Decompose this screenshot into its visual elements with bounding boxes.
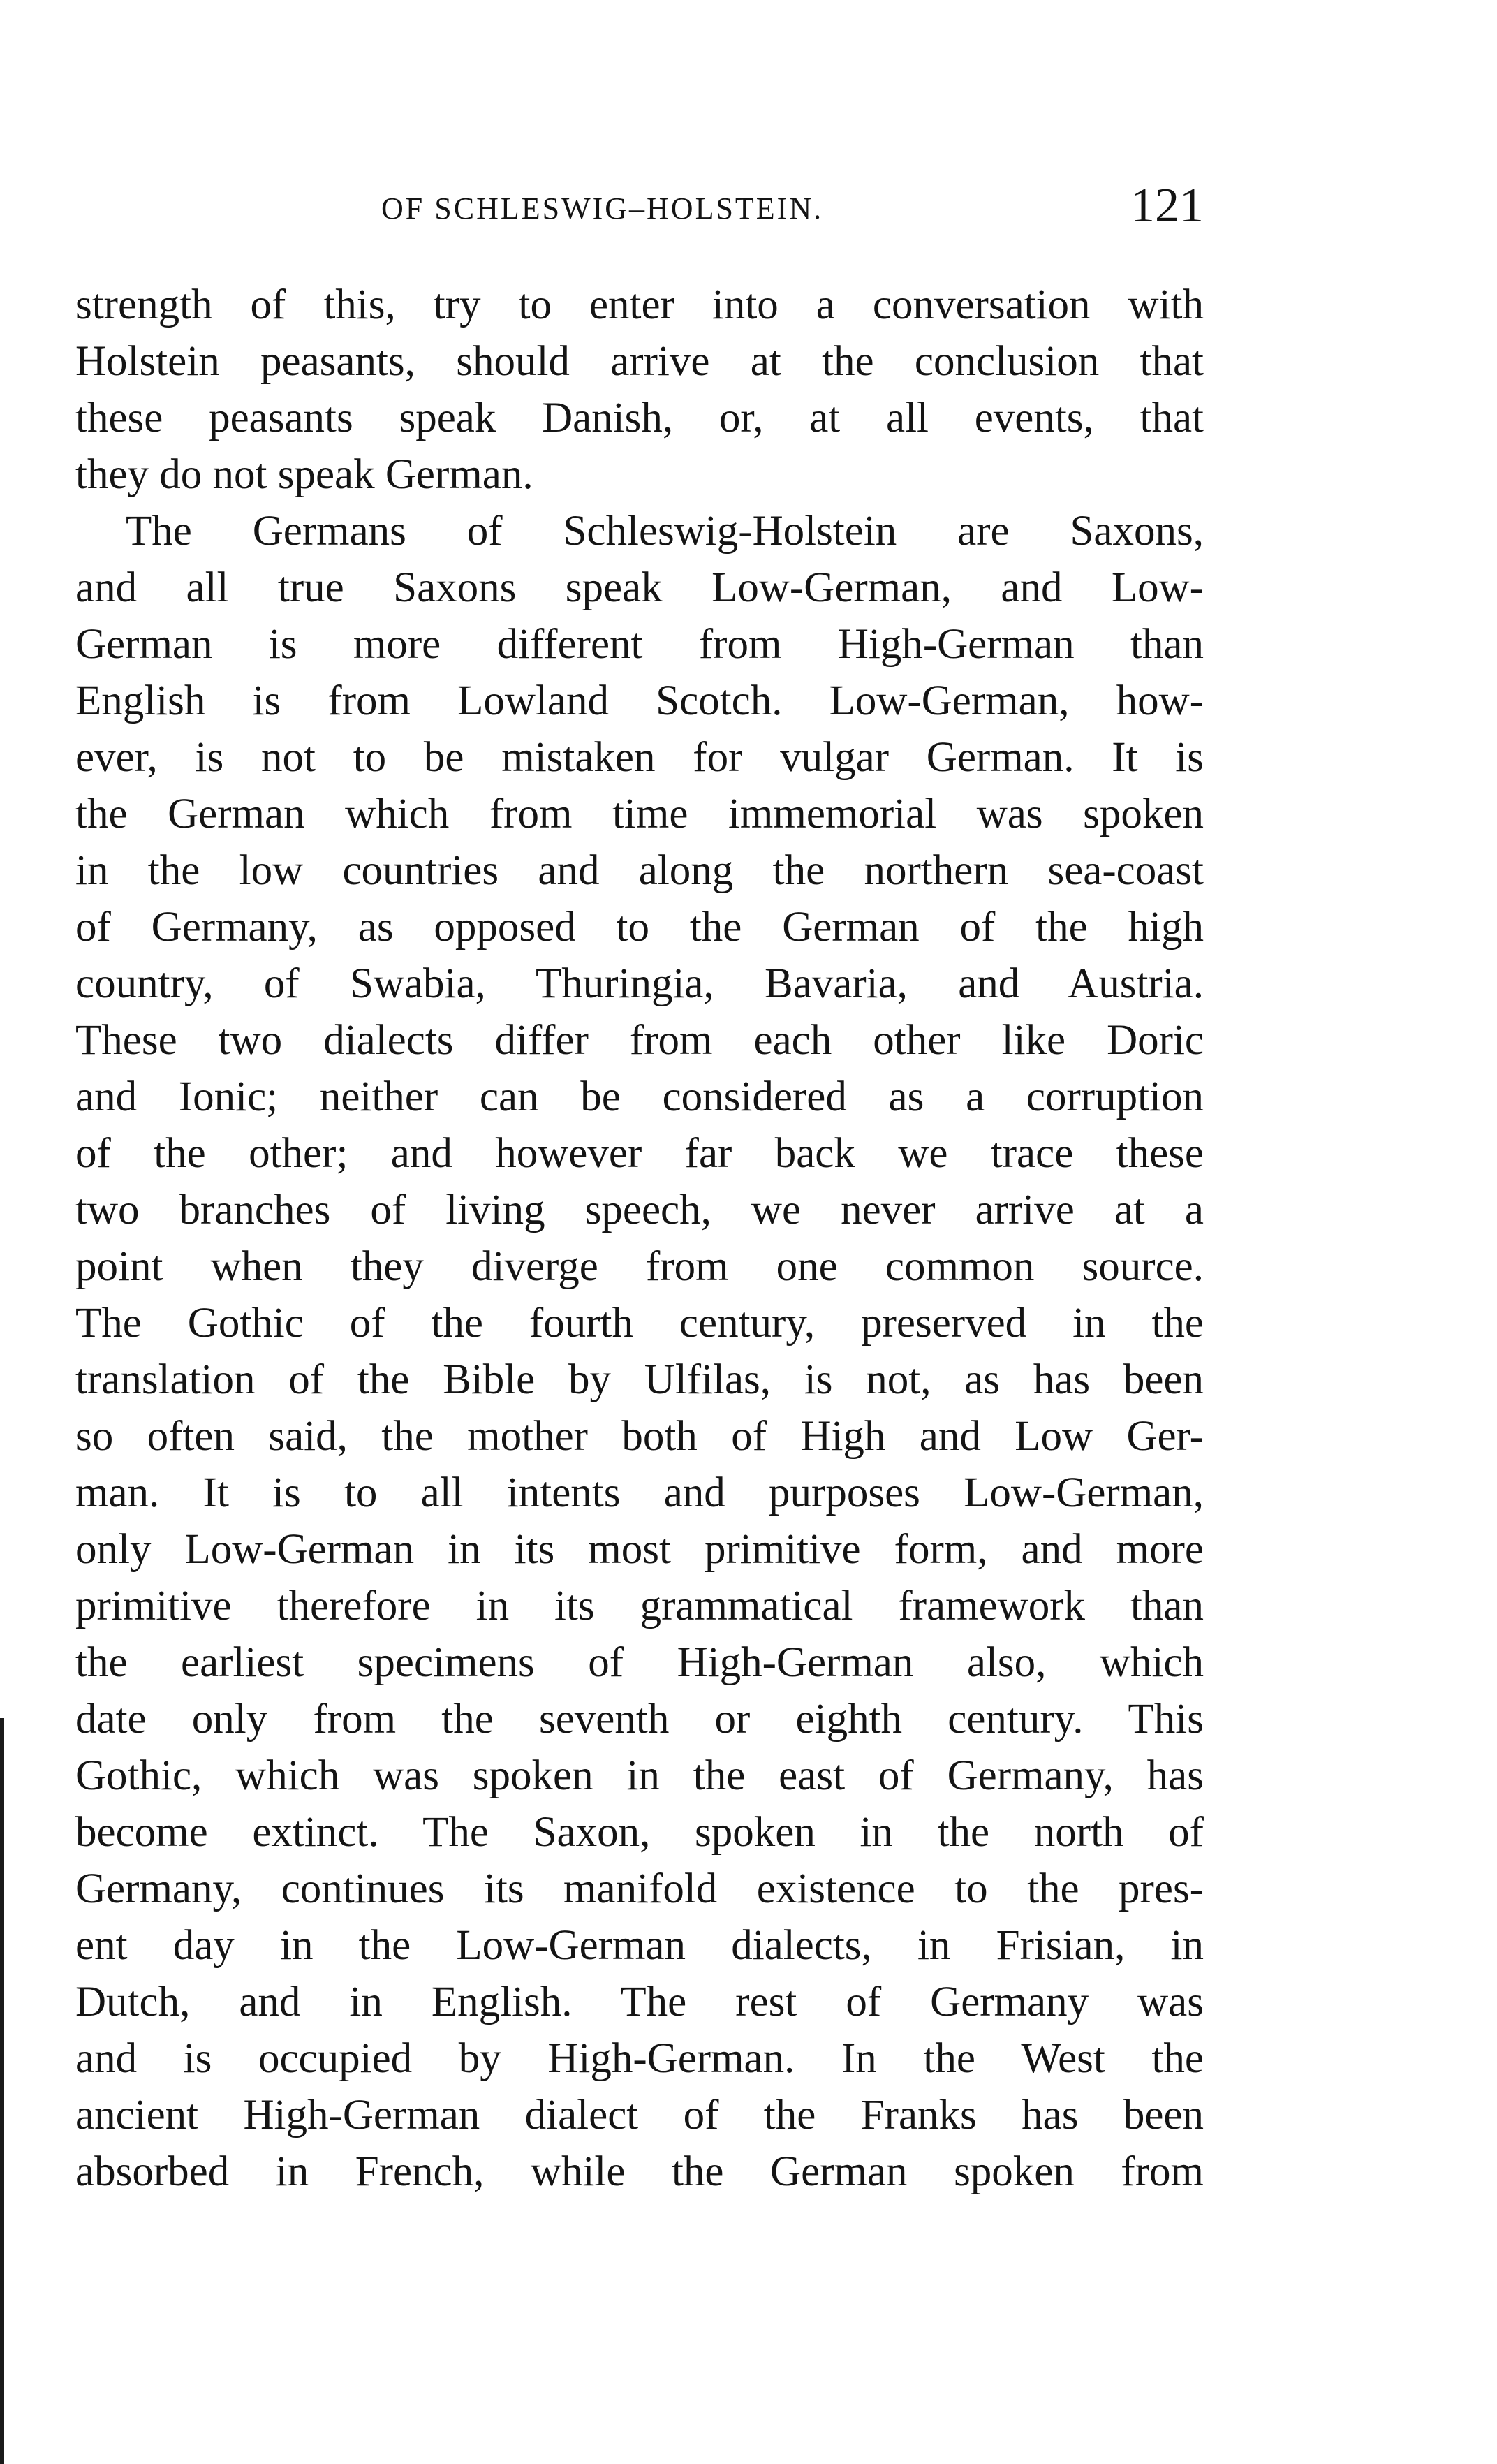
- text-line: country, of Swabia, Thuringia, Bavaria, and Austria.: [75, 960, 1204, 1007]
- text-line: man. It is to all intents and purposes Low-German,: [75, 1469, 1204, 1516]
- text-line: Germany, continues its manifold existence to the pres-: [75, 1865, 1204, 1912]
- text-line: in the low countries and along the northern sea-coast: [75, 847, 1204, 894]
- text-line: strength of this, try to enter into a conversation with: [75, 281, 1204, 328]
- text-line: only Low-German in its most primitive form, and more: [75, 1526, 1204, 1573]
- body-text: [75, 277, 1204, 2200]
- text-line: ancient High-German dialect of the Franks has been: [75, 2092, 1204, 2139]
- text-line: absorbed in French, while the German spoken from: [75, 2148, 1204, 2195]
- text-line: ever, is not to be mistaken for vulgar German. It is: [75, 734, 1204, 781]
- text-line: and Ionic; neither can be considered as a corruption: [75, 1073, 1204, 1120]
- page-number: 121: [1130, 179, 1204, 233]
- text-line: they do not speak German.: [75, 451, 533, 498]
- text-line: of Germany, as opposed to the German of the high: [75, 904, 1204, 951]
- text-line: translation of the Bible by Ulfilas, is not, as has been: [75, 1356, 1204, 1403]
- text-line: primitive therefore in its grammatical framework than: [75, 1583, 1204, 1629]
- text-line: English is from Lowland Scotch. Low-German, how-: [75, 677, 1204, 724]
- text-line: date only from the seventh or eighth century. This: [75, 1696, 1204, 1743]
- text-line: The Gothic of the fourth century, preserved in the: [75, 1300, 1204, 1347]
- text-line: so often said, the mother both of High and Low Ger-: [75, 1413, 1204, 1460]
- text-line: Gothic, which was spoken in the east of Germany, has: [75, 1752, 1204, 1799]
- text-line: these peasants speak Danish, or, at all events, that: [75, 395, 1204, 441]
- text-line: become extinct. The Saxon, spoken in the north of: [75, 1809, 1204, 1856]
- page-edge-shadow: [0, 1718, 4, 2464]
- text-line: German is more different from High-German than: [75, 621, 1204, 668]
- text-line: the German which from time immemorial was spoken: [75, 791, 1204, 837]
- text-line: point when they diverge from one common source.: [75, 1243, 1204, 1290]
- text-line: Dutch, and in English. The rest of Germany was: [75, 1979, 1204, 2025]
- text-line: two branches of living speech, we never arrive at a: [75, 1187, 1204, 1233]
- text-line: Holstein peasants, should arrive at the conclusion that: [75, 338, 1204, 385]
- text-line: the earliest specimens of High-German also, which: [75, 1639, 1204, 1686]
- text-line: These two dialects differ from each other like Doric: [75, 1017, 1204, 1064]
- text-line: and is occupied by High-German. In the West the: [75, 2035, 1204, 2082]
- page-header: [75, 178, 1204, 234]
- running-title: OF SCHLESWIG–HOLSTEIN.: [381, 191, 824, 226]
- text-line: ent day in the Low-German dialects, in Frisian, in: [75, 1922, 1204, 1969]
- text-line: and all true Saxons speak Low-German, and Low-: [75, 564, 1204, 611]
- text-line: of the other; and however far back we trace these: [75, 1130, 1204, 1177]
- paragraph-start-line: The Germans of Schleswig-Holstein are Saxons,: [126, 508, 1204, 555]
